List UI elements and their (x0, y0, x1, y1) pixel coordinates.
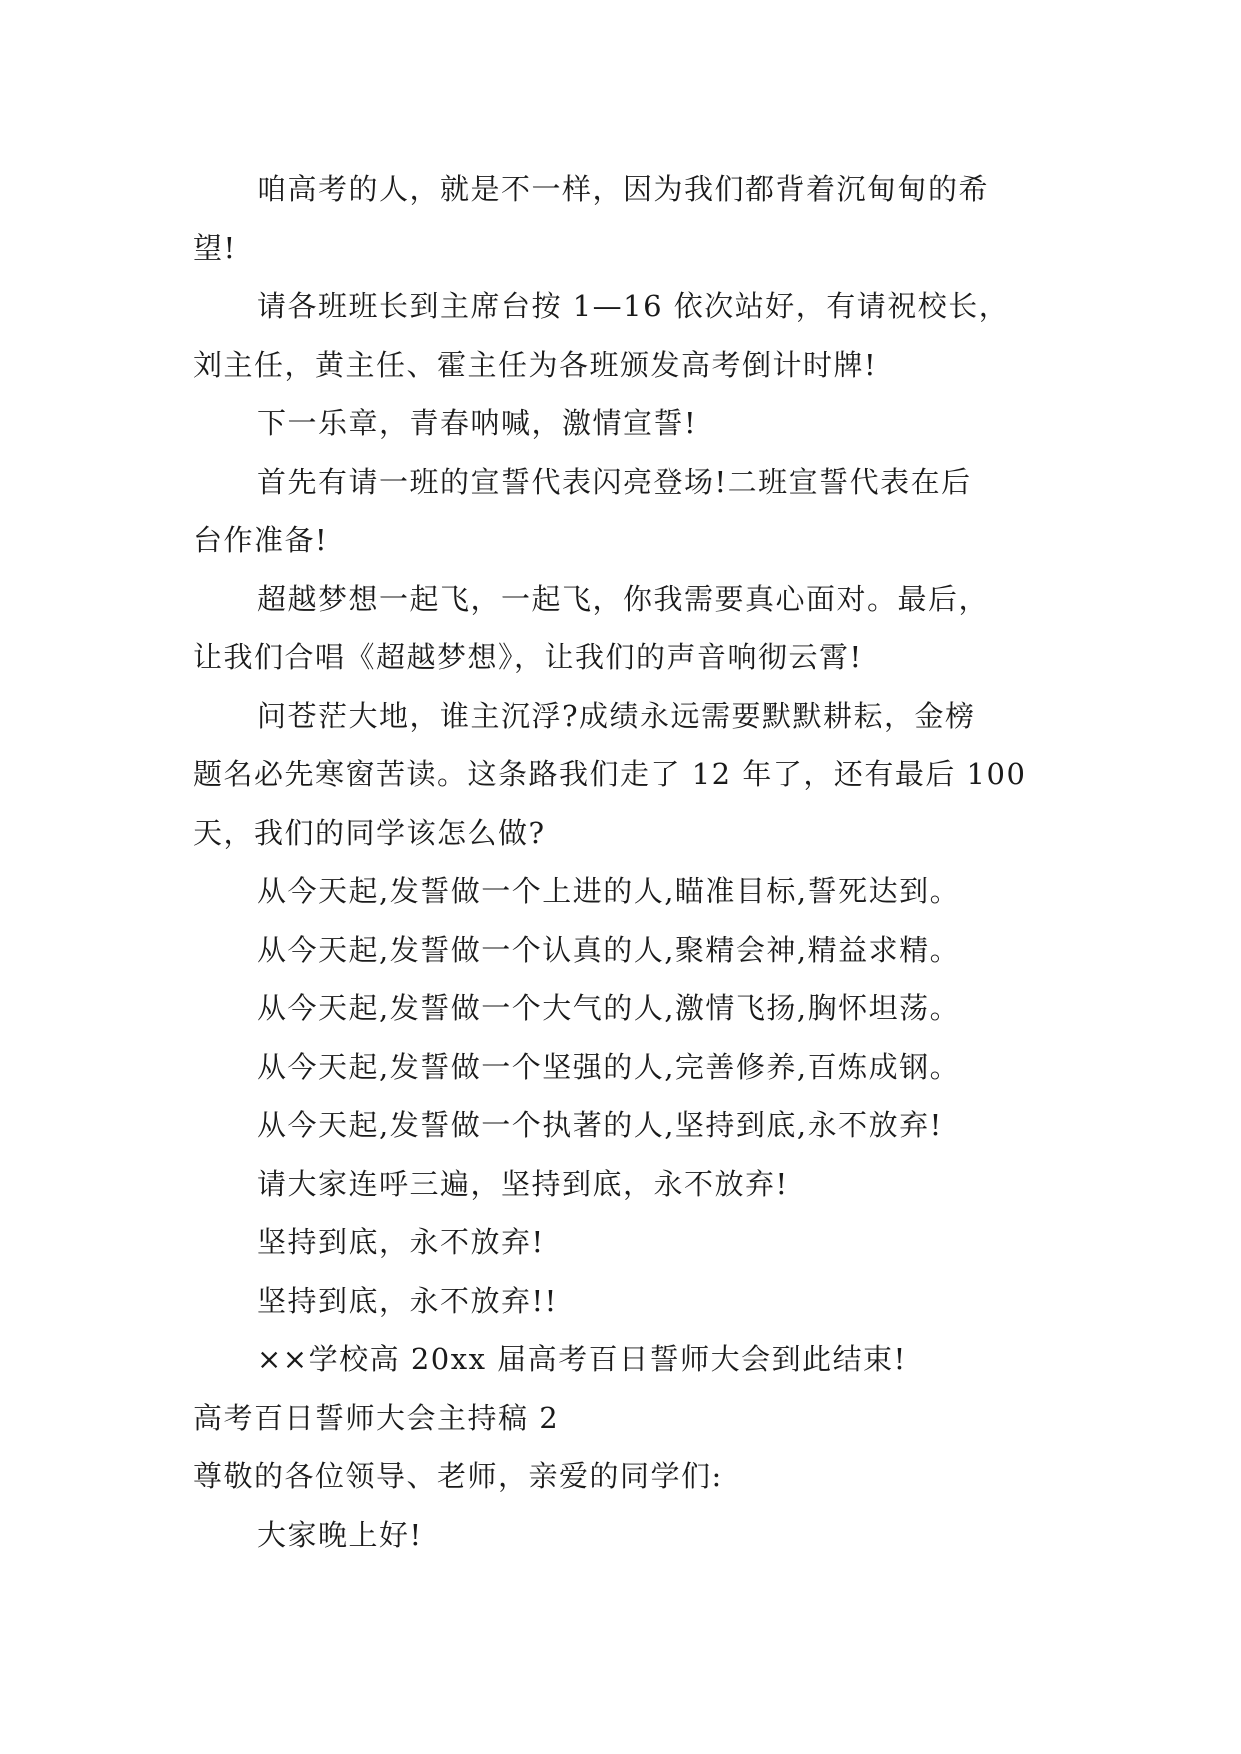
text-line: 望! (193, 230, 237, 265)
section-heading: 高考百日誓师大会主持稿 2 (193, 1400, 560, 1435)
text-line: 题名必先寒窗苦读。这条路我们走了 12 年了，还有最后 100 (193, 757, 1027, 791)
text-line: 请各班班长到主席台按 1—16 依次站好，有请祝校长， (257, 289, 1010, 323)
greeting: 大家晚上好! (257, 1517, 423, 1552)
text-line: 从今天起,发誓做一个坚强的人,完善修养,百炼成钢。 (257, 1049, 961, 1084)
text-line: 台作准备! (193, 523, 329, 557)
text-line: 坚持到底，永不放弃! (257, 1225, 545, 1259)
text-line: 从今天起,发誓做一个执著的人,坚持到底,永不放弃! (257, 1108, 943, 1142)
text-line: 请大家连呼三遍，坚持到底，永不放弃! (257, 1166, 789, 1201)
text-line: 坚持到底，永不放弃!! (257, 1283, 558, 1318)
text-line: 从今天起,发誓做一个上进的人,瞄准目标,誓死达到。 (257, 874, 961, 908)
text-line: 咱高考的人，就是不一样，因为我们都背着沉甸甸的希 (257, 172, 990, 206)
text-line: 下一乐章，青春呐喊，激情宣誓! (257, 406, 698, 440)
salutation: 尊敬的各位领导、老师，亲爱的同学们: (193, 1459, 723, 1493)
text-line: 首先有请一班的宣誓代表闪亮登场!二班宣誓代表在后 (257, 464, 972, 499)
text-line: 问苍茫大地，谁主沉浮?成绩永远需要默默耕耘，金榜 (257, 698, 976, 733)
text-line: ××学校高 20xx 届高考百日誓师大会到此结束! (257, 1342, 907, 1376)
text-line: 天，我们的同学该怎么做? (193, 815, 546, 850)
text-line: 从今天起,发誓做一个认真的人,聚精会神,精益求精。 (257, 932, 961, 967)
text-line: 让我们合唱《超越梦想》，让我们的声音响彻云霄! (193, 640, 863, 674)
document-body (193, 160, 1053, 1564)
text-line: 超越梦想一起飞，一起飞，你我需要真心面对。最后， (257, 581, 990, 616)
text-line: 刘主任，黄主任、霍主任为各班颁发高考倒计时牌! (193, 347, 878, 382)
text-line: 从今天起,发誓做一个大气的人,激情飞扬,胸怀坦荡。 (257, 991, 961, 1025)
